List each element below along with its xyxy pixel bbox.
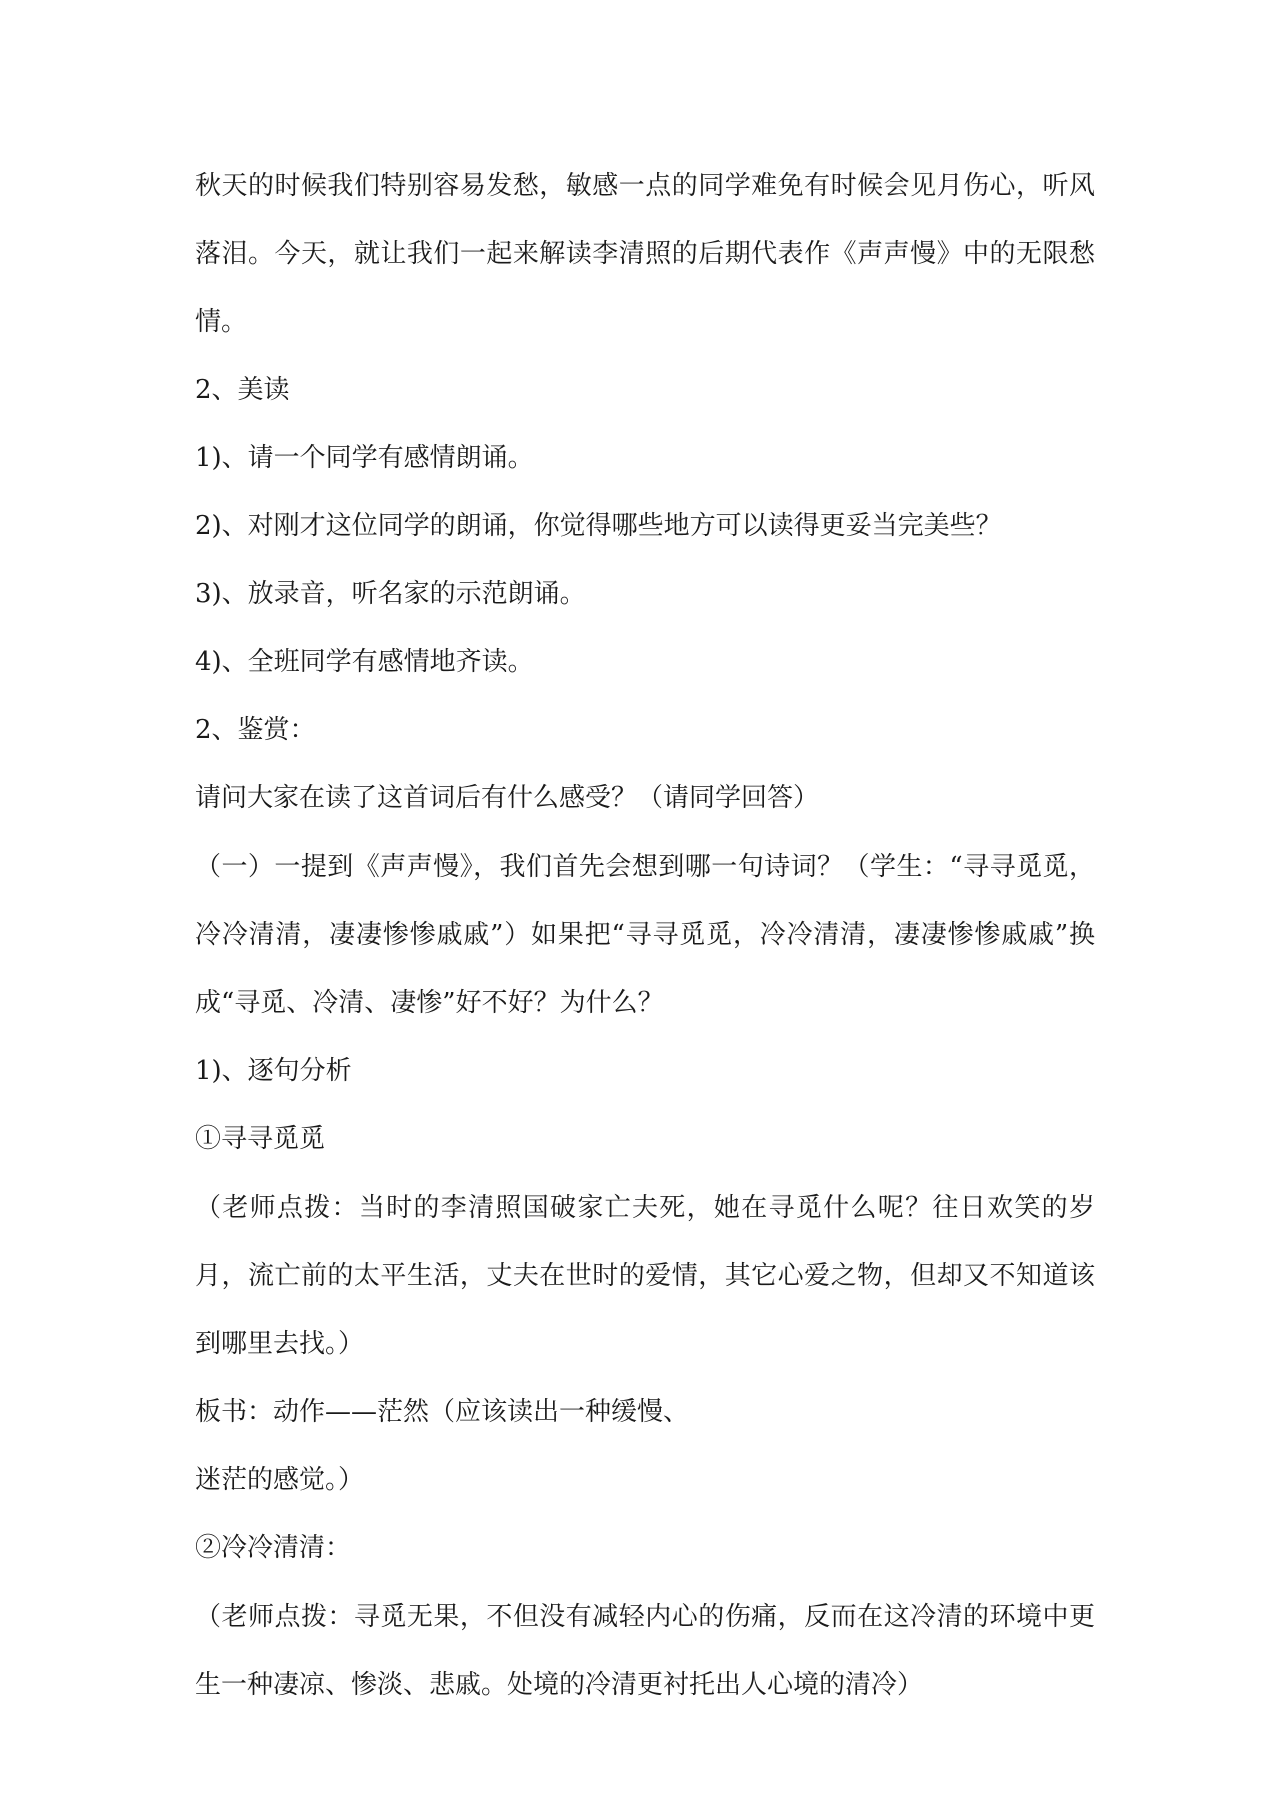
phrase-heading-xunxun: ①寻寻觅觅 [195,1124,326,1154]
document-body [195,168,1095,1736]
list-item: 1)、请一个同学有感情朗诵。 [195,443,534,473]
question-paragraph: 请问大家在读了这首词后有什么感受？（请同学回答） [195,783,820,813]
board-note-continuation: 迷茫的感觉。） [195,1465,365,1495]
section-heading-meidu: 2、美读 [195,375,290,405]
phrase-heading-lengleng: ②冷冷清清： [195,1533,352,1563]
list-item: 2)、对刚才这位同学的朗诵，你觉得哪些地方可以读得更妥当完美些？ [195,511,1002,541]
section-heading-jianshang: 2、鉴赏： [195,715,316,745]
teacher-note-paragraph: （老师点拨：寻觅无果，不但没有减轻内心的伤痛，反而在这冷清的环境中更生一种凄凉、惨淡、悲戚。处境的冷清更衬托出人心境的清冷） [195,1602,1095,1700]
list-item: 4)、全班同学有感情地齐读。 [195,647,534,677]
intro-paragraph: 秋天的时候我们特别容易发愁，敏感一点的同学难免有时候会见月伤心，听风落泪。今天，就让我们一起来解读李清照的后期代表作《声声慢》中的无限愁情。 [195,171,1095,337]
subsection-heading: 1)、逐句分析 [195,1056,352,1086]
list-item: 3)、放录音，听名家的示范朗诵。 [195,579,586,609]
teacher-note-paragraph: （老师点拨：当时的李清照国破家亡夫死，她在寻觅什么呢？往日欢笑的岁月，流亡前的太平生活，丈夫在世时的爱情，其它心爱之物，但却又不知道该到哪里去找。） [195,1193,1095,1359]
board-note-line: 板书：动作——茫然（应该读出一种缓慢、 [195,1397,690,1427]
question-detail-paragraph: （一）一提到《声声慢》，我们首先会想到哪一句诗词？（学生：“寻寻觅觅，冷冷清清，凄凄惨惨戚戚”）如果把“寻寻觅觅，冷冷清清，凄凄惨惨戚戚”换成“寻觅、冷清、凄惨”好不好？为什么？ [195,852,1095,1018]
